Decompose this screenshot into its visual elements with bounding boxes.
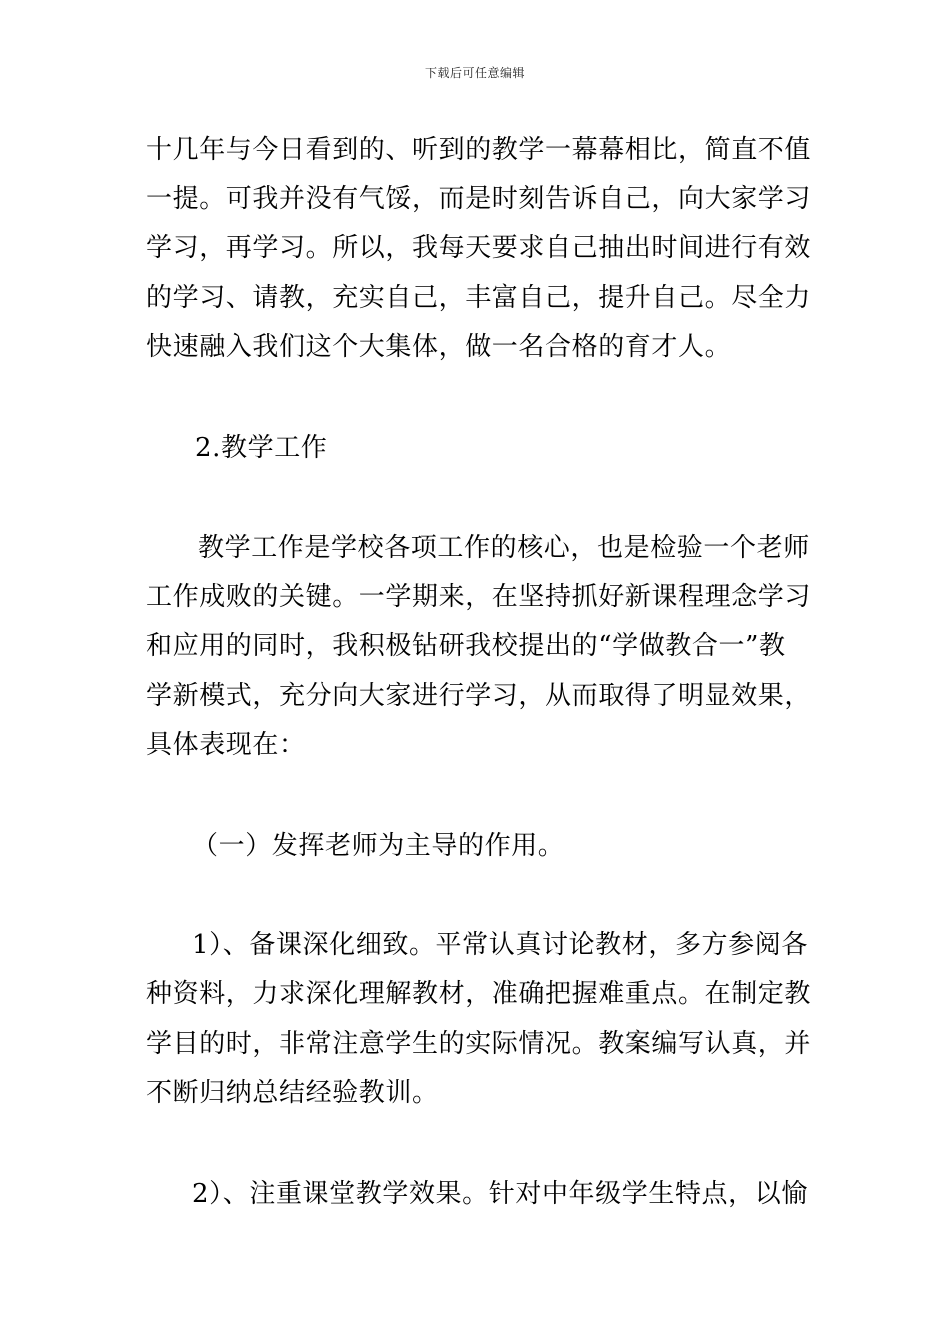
paragraph-line: 学新模式，充分向大家进行学习，从而取得了明显效果， xyxy=(146,681,812,711)
paragraph-line: 和应用的同时，我积极钻研我校提出的“学做教合一”教 xyxy=(146,631,786,661)
subsection-heading: （一）发挥老师为主导的作用。 xyxy=(192,831,565,861)
paragraph-line: 教学工作是学校各项工作的核心，也是检验一个老师 xyxy=(198,533,810,563)
paragraph-line: 2）、注重课堂教学效果。针对中年级学生特点，以愉 xyxy=(192,1179,808,1209)
paragraph-line: 具体表现在： xyxy=(146,730,306,760)
page-header: 下载后可任意编辑 xyxy=(424,66,525,80)
section-heading: 2.教学工作 xyxy=(195,433,328,463)
paragraph-line: 工作成败的关键。一学期来，在坚持抓好新课程理念学习 xyxy=(146,582,812,612)
paragraph-line: 十几年与今日看到的、听到的教学一幕幕相比，简直不值 xyxy=(146,135,812,165)
paragraph-line: 的学习、请教，充实自己，丰富自己，提升自己。尽全力 xyxy=(146,283,812,313)
paragraph-line: 不断归纳总结经验教训。 xyxy=(146,1078,439,1108)
paragraph-line: 学习，再学习。所以，我每天要求自己抽出时间进行有效 xyxy=(146,233,812,263)
paragraph-line: 快速融入我们这个大集体，做一名合格的育才人。 xyxy=(146,332,732,362)
paragraph-line: 1）、备课深化细致。平常认真讨论教材，多方参阅各 xyxy=(192,930,808,960)
paragraph-line: 学目的时，非常注意学生的实际情况。教案编写认真，并 xyxy=(146,1029,812,1059)
paragraph-line: 一提。可我并没有气馁，而是时刻告诉自己，向大家学习 xyxy=(146,184,812,214)
paragraph-line: 种资料，力求深化理解教材，准确把握难重点。在制定教 xyxy=(146,979,812,1009)
